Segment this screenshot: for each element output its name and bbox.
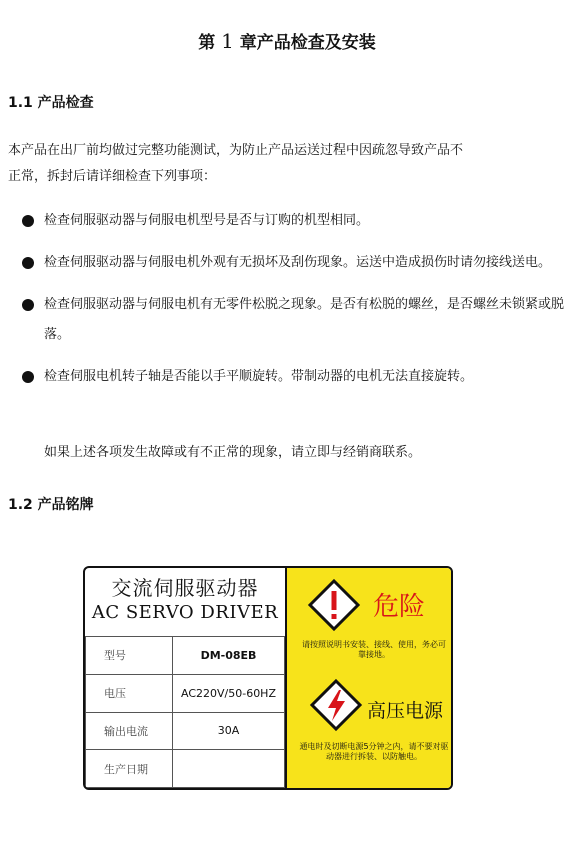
spec-key: 电压 bbox=[86, 674, 173, 712]
high-voltage-text: 通电时及切断电源5分钟之内，请不要对驱动器进行拆装、以防触电。 bbox=[299, 742, 449, 761]
exclamation-warning-icon bbox=[307, 578, 361, 632]
chapter-suffix: 章产品检查及安装 bbox=[239, 33, 376, 53]
intro-line-2: 正常，拆封后请详细检查下列事项： bbox=[8, 169, 217, 184]
bullet-icon bbox=[22, 299, 34, 311]
chapter-number: 1 bbox=[221, 29, 234, 53]
spec-value bbox=[173, 750, 285, 788]
bullet-icon bbox=[22, 371, 34, 383]
followup-note: 如果上述各项发生故障或有不正常的现象，请立即与经销商联系。 bbox=[44, 445, 422, 460]
bullet-icon bbox=[22, 215, 34, 227]
list-item-text: 检查伺服驱动器与伺服电机外观有无损坏及刮伤现象。运送中造成损伤时请勿接线送电。 bbox=[44, 255, 552, 270]
nameplate-warning-panel bbox=[285, 568, 453, 788]
list-item-text: 检查伺服驱动器与伺服电机有无零件松脱之现象。是否有松脱的螺丝，是否螺丝未锁紧或脱落。 bbox=[44, 297, 565, 342]
bullet-icon bbox=[22, 257, 34, 269]
list-item bbox=[0, 206, 570, 236]
danger-title: 危险 bbox=[373, 592, 426, 622]
nameplate-title-en: AC SERVO DRIVER bbox=[91, 602, 279, 623]
spec-key: 输出电流 bbox=[86, 712, 173, 750]
spec-value: AC220V/50-60HZ bbox=[173, 674, 285, 712]
spec-key: 生产日期 bbox=[86, 750, 173, 788]
danger-text: 请按照说明书安装、接线、使用，务必可靠接地。 bbox=[302, 640, 446, 659]
table-row bbox=[86, 750, 285, 788]
section-heading-product-check: 1.1 产品检查 bbox=[8, 95, 94, 111]
nameplate-spec-panel bbox=[85, 568, 285, 788]
list-item bbox=[0, 248, 570, 278]
table-row bbox=[86, 674, 285, 712]
nameplate-title-cn: 交流伺服驱动器 bbox=[111, 576, 259, 600]
list-item-text: 检查伺服电机转子轴是否能以手平顺旋转。带制动器的电机无法直接旋转。 bbox=[44, 369, 474, 384]
list-item-text: 检查伺服驱动器与伺服电机型号是否与订购的机型相同。 bbox=[44, 213, 370, 228]
nameplate-spec-table bbox=[85, 636, 285, 788]
chapter-prefix: 第 bbox=[198, 33, 216, 53]
spec-value: 30A bbox=[173, 712, 285, 750]
section-heading-nameplate: 1.2 产品铭牌 bbox=[8, 497, 94, 513]
intro-line-1: 本产品在出厂前均做过完整功能测试，为防止产品运送过程中因疏忽导致产品不 bbox=[8, 143, 464, 158]
high-voltage-title: 高压电源 bbox=[367, 700, 444, 722]
intro-paragraph bbox=[8, 138, 564, 190]
chapter-title bbox=[0, 28, 574, 53]
table-row bbox=[86, 712, 285, 750]
spec-key: 型号 bbox=[86, 637, 173, 675]
table-row bbox=[86, 637, 285, 675]
list-item bbox=[0, 362, 570, 392]
nameplate-image bbox=[83, 566, 453, 790]
check-list bbox=[0, 206, 570, 404]
list-item bbox=[0, 290, 570, 350]
spec-value: DM-08EB bbox=[173, 637, 285, 675]
high-voltage-icon bbox=[309, 678, 363, 732]
